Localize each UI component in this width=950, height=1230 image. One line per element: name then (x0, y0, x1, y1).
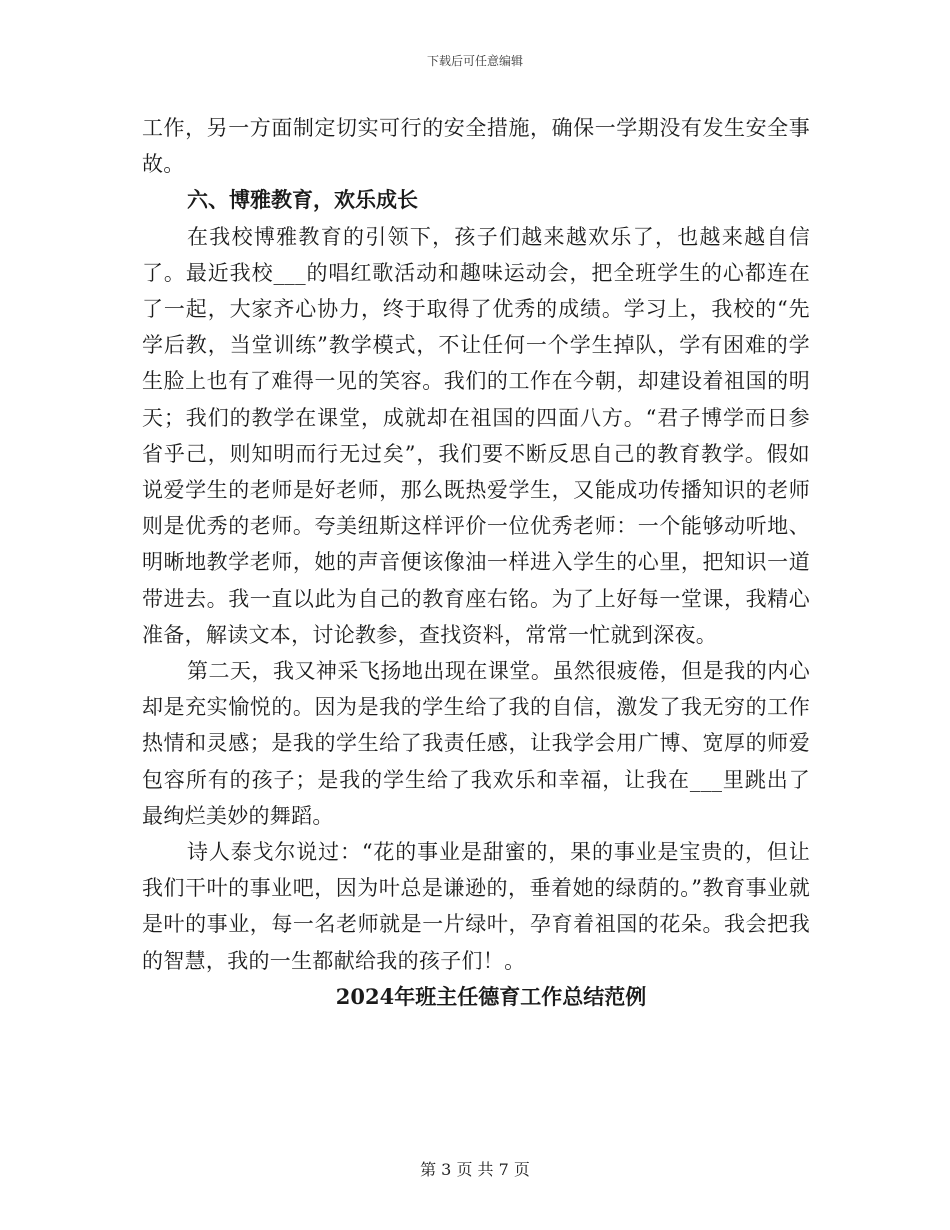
paragraph: 在我校博雅教育的引领下，孩子们越来越欢乐了，也越来越自信了。最近我校___的唱红歌活动和趣味运动会，把全班学生的心都连在了一起，大家齐心协力，终于取得了优秀的成绩。学习上，我校的“先学后教，当堂训练”教学模式，不让任何一个学生掉队，学有困难的学生脸上也有了难得一见的笑容。我们的工作在今朝，却建设着祖国的明天；我们的教学在课堂，成就却在祖国的四面八方。“君子博学而日参省乎己，则知明而行无过矣”，我们要不断反思自己的教育教学。假如说爱学生的老师是好老师，那么既热爱学生，又能成功传播知识的老师则是优秀的老师。夸美纽斯这样评价一位优秀老师：一个能够动听地、明晰地教学老师，她的声音便该像油一样进入学生的心里，把知识一道带进去。我一直以此为自己的教育座右铭。为了上好每一堂课，我精心准备，解读文本，讨论教参，查找资料，常常一忙就到深夜。 (142, 224, 810, 647)
page-number: 第 3 页 共 7 页 (420, 1160, 530, 1179)
document-body (142, 110, 810, 1015)
page-header: 下载后可任意编辑 (426, 54, 523, 68)
paragraph: 第二天，我又神采飞扬地出现在课堂。虽然很疲倦，但是我的内心却是充实愉悦的。因为是我的学生给了我的自信，激发了我无穷的工作热情和灵感；是我的学生给了我责任感，让我学会用广博、宽厚的师爱包容所有的孩子；是我的学生给了我欢乐和幸福，让我在___里跳出了最绚烂美妙的舞蹈。 (142, 659, 810, 828)
paragraph: 诗人泰戈尔说过：“花的事业是甜蜜的，果的事业是宝贵的，但让我们干叶的事业吧，因为叶总是谦逊的，垂着她的绿荫的。”教育事业就是叶的事业，每一名老师就是一片绿叶，孕育着祖国的花朵。我会把我的智慧，我的一生都献给我的孩子们！。 (142, 840, 810, 973)
paragraph-continued: 工作，另一方面制定切实可行的安全措施，确保一学期没有发生安全事故。 (142, 116, 810, 177)
section-heading: 六、博雅教育，欢乐成长 (187, 187, 418, 213)
document-title: 2024年班主任德育工作总结范例 (335, 983, 647, 1009)
